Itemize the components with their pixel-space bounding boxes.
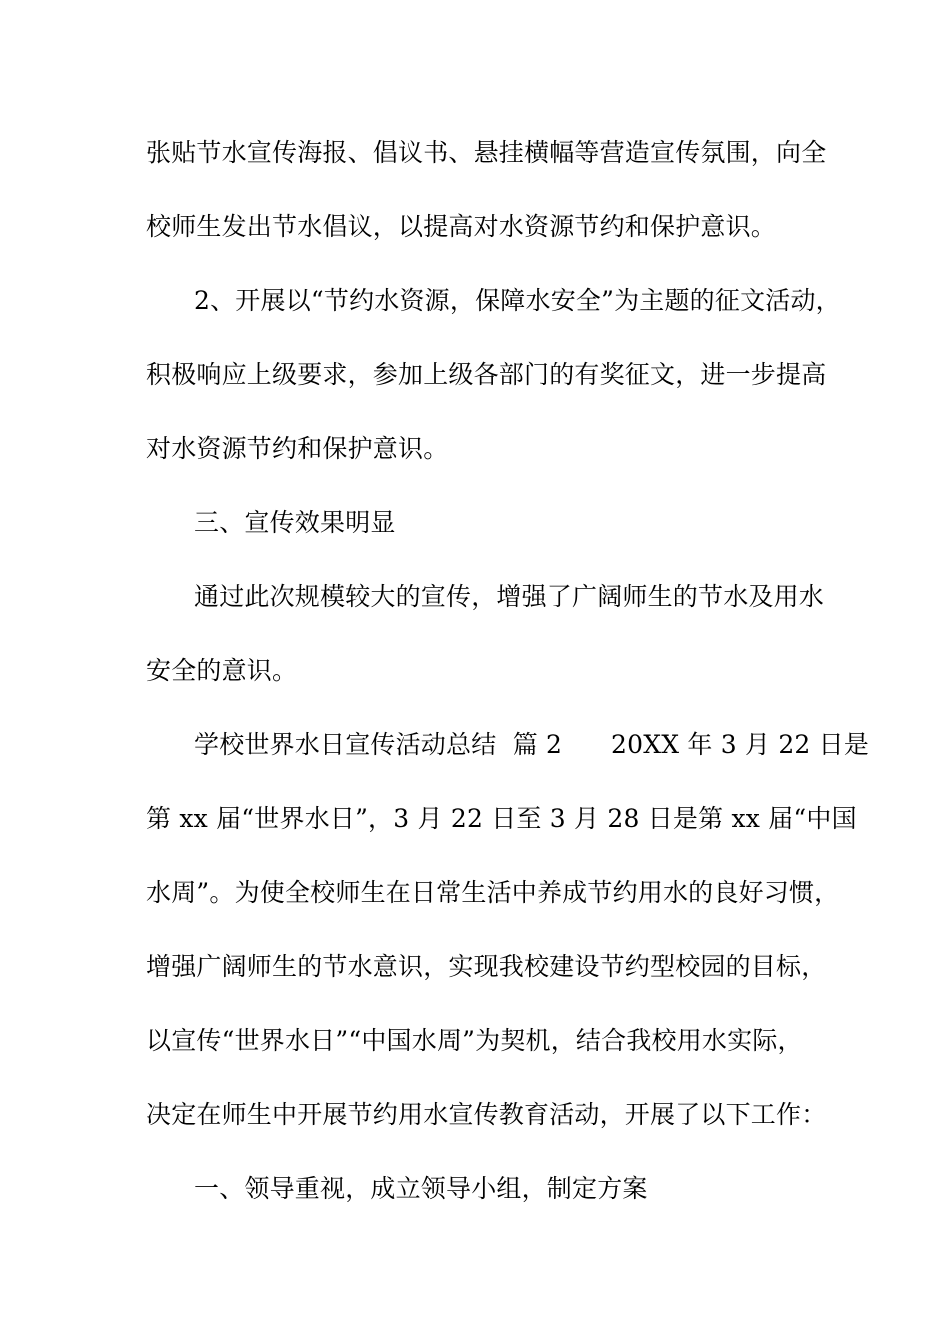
text-line-12: 增强广阔师生的节水意识，实现我校建设节约型校园的目标， — [146, 952, 827, 981]
section-heading-2: 一、领导重视，成立领导小组，制定方案 — [194, 1174, 648, 1203]
text-line-3: 2、开展以“节约水资源，保障水安全”为主题的征文活动， — [194, 286, 841, 315]
text-line-10: 第 xx 届“世界水日”，3 月 22 日至 3 月 28 日是第 xx 届“中国 — [146, 804, 857, 833]
text-line-14: 决定在师生中开展节约用水宣传教育活动，开展了以下工作： — [146, 1100, 827, 1129]
section-heading: 三、宣传效果明显 — [194, 508, 396, 537]
text-line-1: 张贴节水宣传海报、倡议书、悬挂横幅等营造宣传氛围，向全 — [146, 138, 827, 167]
text-line-2: 校师生发出节水倡议，以提高对水资源节约和保护意识。 — [146, 212, 777, 241]
text-line-13: 以宣传“世界水日”“中国水周”为契机，结合我校用水实际， — [146, 1026, 803, 1055]
text-line-9: 学校世界水日宣传活动总结 篇 2 20XX 年 3 月 22 日是 — [194, 730, 870, 759]
text-line-7: 通过此次规模较大的宣传，增强了广阔师生的节水及用水 — [194, 582, 825, 611]
text-line-11: 水周”。为使全校师生在日常生活中养成节约用水的良好习惯， — [146, 878, 840, 907]
text-line-8: 安全的意识。 — [146, 656, 298, 685]
text-line-4: 积极响应上级要求，参加上级各部门的有奖征文，进一步提高 — [146, 360, 827, 389]
text-line-5: 对水资源节约和保护意识。 — [146, 434, 449, 463]
